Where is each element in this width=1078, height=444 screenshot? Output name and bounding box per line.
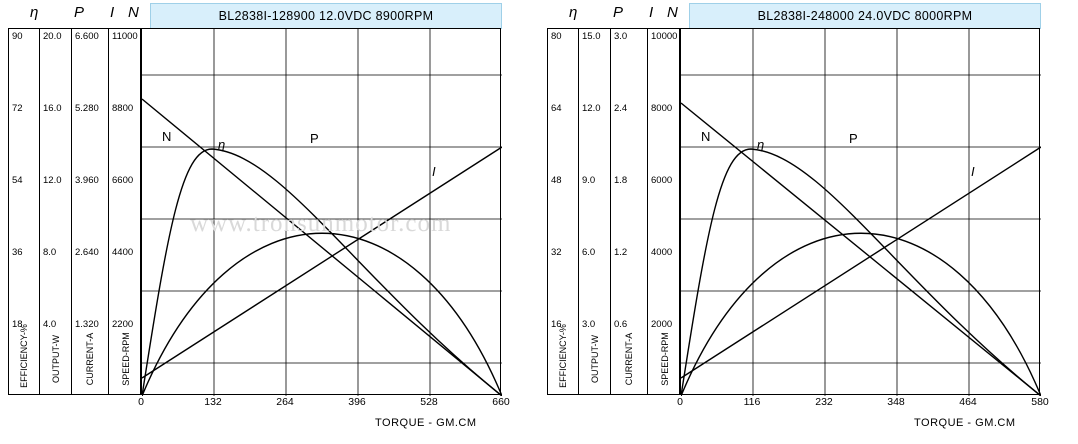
- tick: 80: [551, 31, 562, 42]
- tick: 6600: [112, 175, 134, 186]
- x-axis-title: TORQUE - GM.CM: [375, 417, 477, 429]
- curve-label-I: I: [432, 164, 436, 179]
- x-tick: 396: [348, 396, 366, 408]
- chart-title-box: BL2838I-248000 24.0VDC 8000RPM: [689, 3, 1041, 29]
- tick: 16.0: [43, 103, 62, 114]
- tick: 9.0: [582, 175, 596, 186]
- tick: 15.0: [582, 31, 601, 42]
- curve-label-P: P: [849, 131, 858, 146]
- tick: 2200: [112, 319, 134, 330]
- header-symbol-p: P: [74, 4, 85, 21]
- watermark: www.tronsunmotor.com: [190, 210, 452, 237]
- axis-column-speed: [648, 29, 681, 394]
- tick: 12.0: [43, 175, 62, 186]
- tick: 11000: [112, 31, 138, 42]
- tick: 8000: [651, 103, 673, 114]
- tick: 64: [551, 103, 562, 114]
- header-symbol-n: N: [128, 4, 139, 21]
- axis-column-speed: [109, 29, 142, 394]
- tick: 6.0: [582, 247, 596, 258]
- tick: 4.0: [43, 319, 57, 330]
- x-tick: 528: [420, 396, 438, 408]
- tick: 5.280: [75, 103, 99, 114]
- tick: 6.600: [75, 31, 99, 42]
- axis-label-speed: SPEED-RPM: [120, 332, 131, 386]
- axis-label-output: OUTPUT-W: [589, 335, 600, 383]
- tick: 4400: [112, 247, 134, 258]
- tick: 2000: [651, 319, 673, 330]
- tick: 48: [551, 175, 562, 186]
- tick: 32: [551, 247, 562, 258]
- axis-label-efficiency: EFFICIENCY-%: [558, 324, 568, 388]
- plot-area: [680, 28, 1040, 395]
- axis-column-efficiency: [548, 29, 579, 394]
- plot-svg: [681, 29, 1041, 396]
- tick: 2.4: [614, 103, 628, 114]
- axis-column-current: [611, 29, 648, 394]
- curve-power-P: [142, 233, 502, 396]
- header-symbol-p: P: [613, 4, 624, 21]
- tick: 0.6: [614, 319, 628, 330]
- axis-label-output: OUTPUT-W: [50, 335, 61, 383]
- tick: 3.960: [75, 175, 99, 186]
- curve-label-eta: η: [218, 137, 226, 152]
- curve-label-P: P: [310, 131, 319, 146]
- tick: 20.0: [43, 31, 62, 42]
- tick: 10000: [651, 31, 678, 42]
- tick: 72: [12, 103, 23, 114]
- curve-current-I: [681, 147, 1041, 378]
- axis-scale-columns: [8, 28, 141, 395]
- tick: 1.2: [614, 247, 628, 258]
- header-symbol-i: I: [649, 4, 654, 21]
- tick: 36: [12, 247, 23, 258]
- x-tick: 580: [1031, 396, 1049, 408]
- tick: 2.640: [75, 247, 99, 258]
- tick: 90: [12, 31, 23, 42]
- x-tick: 0: [677, 396, 683, 408]
- chart-right: [539, 0, 1078, 444]
- curve-efficiency-eta: [681, 149, 1041, 396]
- axis-scale-columns: [547, 28, 680, 395]
- x-tick: 116: [743, 396, 761, 408]
- tick: 3.0: [614, 31, 628, 42]
- x-tick: 132: [204, 396, 222, 408]
- tick: 1.320: [75, 319, 99, 330]
- axis-column-output: [40, 29, 72, 394]
- grid-lines: [681, 29, 1041, 396]
- curve-efficiency-eta: [142, 149, 502, 396]
- x-axis-title: TORQUE - GM.CM: [914, 417, 1016, 429]
- curve-power-P: [681, 233, 1041, 396]
- axis-label-current: CURRENT-A: [85, 332, 95, 386]
- curve-label-N: N: [162, 129, 172, 144]
- tick: 4000: [651, 247, 673, 258]
- header-symbol-i: I: [110, 4, 115, 21]
- axis-label-efficiency: EFFICIENCY-%: [19, 324, 29, 388]
- x-tick: 232: [815, 396, 833, 408]
- curve-current-I: [142, 147, 502, 378]
- tick: 12.0: [582, 103, 601, 114]
- header-symbol-eta: η: [569, 4, 578, 21]
- x-tick: 0: [138, 396, 144, 408]
- x-tick: 660: [492, 396, 510, 408]
- axis-column-output: [579, 29, 611, 394]
- curve-speed-N: [142, 99, 502, 396]
- tick: 6000: [651, 175, 673, 186]
- curve-label-I: I: [971, 164, 975, 179]
- tick: 8.0: [43, 247, 57, 258]
- x-tick: 464: [959, 396, 977, 408]
- tick: 8800: [112, 103, 134, 114]
- x-tick: 264: [276, 396, 294, 408]
- axis-label-speed: SPEED-RPM: [659, 332, 670, 386]
- tick: 54: [12, 175, 23, 186]
- axis-column-current: [72, 29, 109, 394]
- header-symbol-eta: η: [30, 4, 39, 21]
- curve-label-eta: η: [757, 137, 765, 152]
- x-tick: 348: [887, 396, 905, 408]
- tick: 16: [551, 319, 562, 330]
- curve-label-N: N: [701, 129, 711, 144]
- axis-column-efficiency: [9, 29, 40, 394]
- tick: 18: [12, 319, 23, 330]
- tick: 3.0: [582, 319, 596, 330]
- tick: 1.8: [614, 175, 628, 186]
- chart-title-box: BL2838I-128900 12.0VDC 8900RPM: [150, 3, 502, 29]
- axis-label-current: CURRENT-A: [624, 332, 634, 386]
- header-symbol-n: N: [667, 4, 678, 21]
